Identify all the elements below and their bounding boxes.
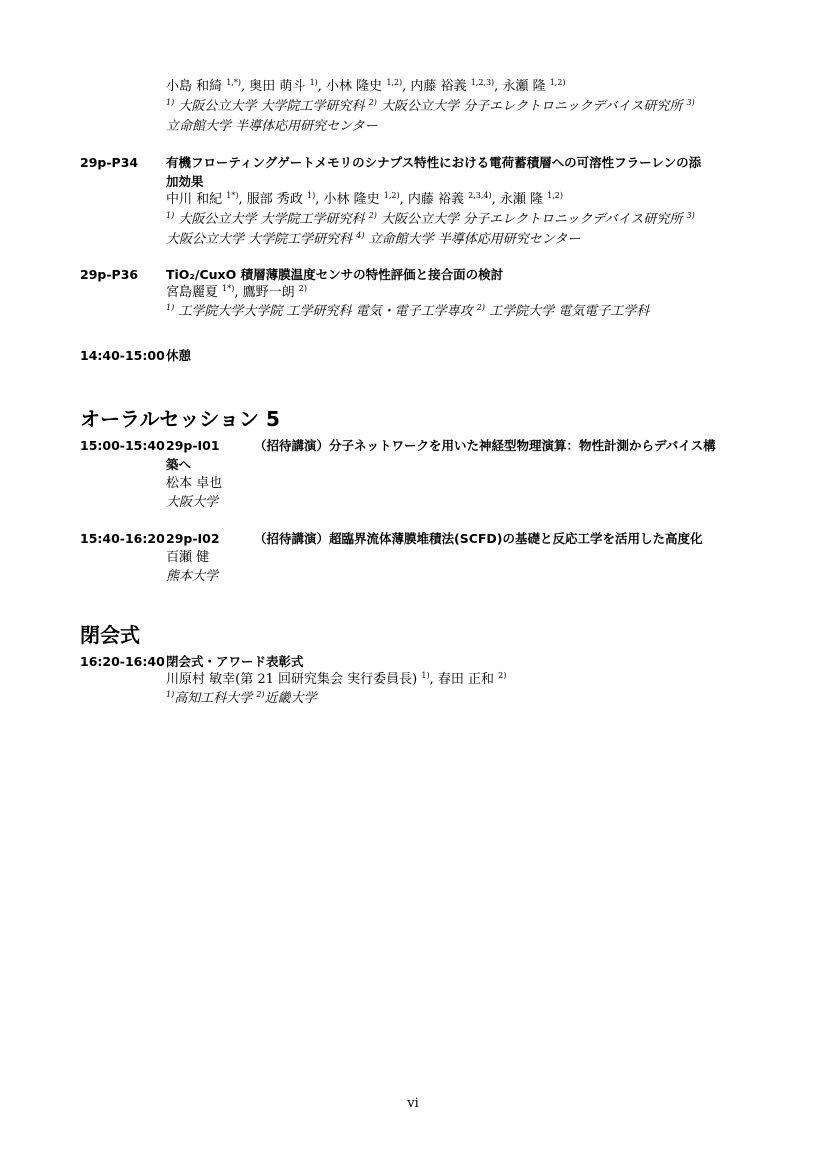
page-number: vi xyxy=(407,1096,419,1111)
entry2-code: 29p-P36 xyxy=(80,267,139,282)
oral1-code: 29p-I01 xyxy=(166,438,220,453)
section-title-oral: オーラルセッション 5 xyxy=(80,407,280,431)
closing-title: 閉会式・アワード表彰式 xyxy=(166,654,304,669)
closing-time: 16:20-16:40 xyxy=(80,654,165,669)
entry0-affiliations-2: 立命館大学 半導体応用研究センター xyxy=(166,119,378,134)
break-label: 休憩 xyxy=(166,348,192,363)
oral1-title-1: （招待講演）分子ネットワークを用いた神経型物理演算：物性計測からデバイス構 xyxy=(254,438,716,453)
oral2-author: 百瀬 健 xyxy=(166,550,210,565)
closing-authors: 川原村 敏幸(第 21 回研究集会 実行委員長) $^{1)}$, 春田 正和 $^{2)}$ xyxy=(166,671,507,687)
entry1-affiliations-2: 大阪公立大学 大学院工学研究科 $^{4)}$ 立命館大学 半導体応用研究センター xyxy=(166,231,581,247)
entry1-authors: 中川 和紀 $^{1*)}$, 服部 秀政 $^{1)}$, 小林 隆史 $^{1,2)}$, 内藤 裕義 $^{2,3,4)}$, 永瀬 隆 $^{1,2)}$ xyxy=(166,191,563,207)
oral2-affiliation: 熊本大学 xyxy=(166,569,219,584)
break-time: 14:40-15:00 xyxy=(80,348,165,363)
oral1-title-2: 築へ xyxy=(166,457,192,472)
entry0-authors: 小島 和綺 $^{1,*)}$, 奥田 萌斗 $^{1)}$, 小林 隆史 $^{1,2)}$, 内藤 裕義 $^{1,2,3)}$, 永瀬 隆 $^{1,2)}$ xyxy=(166,78,566,94)
section-title-closing: 閉会式 xyxy=(80,623,140,647)
oral2-code: 29p-I02 xyxy=(166,531,220,546)
entry2-affiliations: $^{1)}$ 工学院大学大学院 工学研究科 電気・電子工学専攻 $^{2)}$ 工学院大学 電気電子工学科 xyxy=(166,303,650,319)
closing-affiliations: $^{1)}$高知工科大学 $^{2)}$近畿大学 xyxy=(166,690,317,706)
oral1-affiliation: 大阪大学 xyxy=(166,495,219,510)
oral1-time: 15:00-15:40 xyxy=(80,438,165,453)
entry1-affiliations-1: $^{1)}$ 大阪公立大学 大学院工学研究科 $^{2)}$ 大阪公立大学 分子エレクトロニックデバイス研究所 $^{3)}$ xyxy=(166,211,695,227)
oral1-author: 松本 卓也 xyxy=(166,476,223,491)
entry2-title: TiO₂/CuxO 積層薄膜温度センサの特性評価と接合面の検討 xyxy=(166,267,504,282)
entry0-affiliations-1: $^{1)}$ 大阪公立大学 大学院工学研究科 $^{2)}$ 大阪公立大学 分子エレクトロニックデバイス研究所 $^{3)}$ xyxy=(166,98,695,114)
oral2-title: （招待講演）超臨界流体薄膜堆積法(SCFD)の基礎と反応工学を活用した高度化 xyxy=(254,531,703,546)
entry1-title-2: 加効果 xyxy=(166,174,204,189)
entry2-authors: 宮島麗夏 $^{1*)}$, 鷹野一朗 $^{2)}$ xyxy=(166,284,307,300)
entry1-title-1: 有機フローティングゲートメモリのシナプス特性における電荷蓄積層への可溶性フラーレンの添 xyxy=(166,155,702,170)
oral2-time: 15:40-16:20 xyxy=(80,531,165,546)
entry1-code: 29p-P34 xyxy=(80,155,139,170)
